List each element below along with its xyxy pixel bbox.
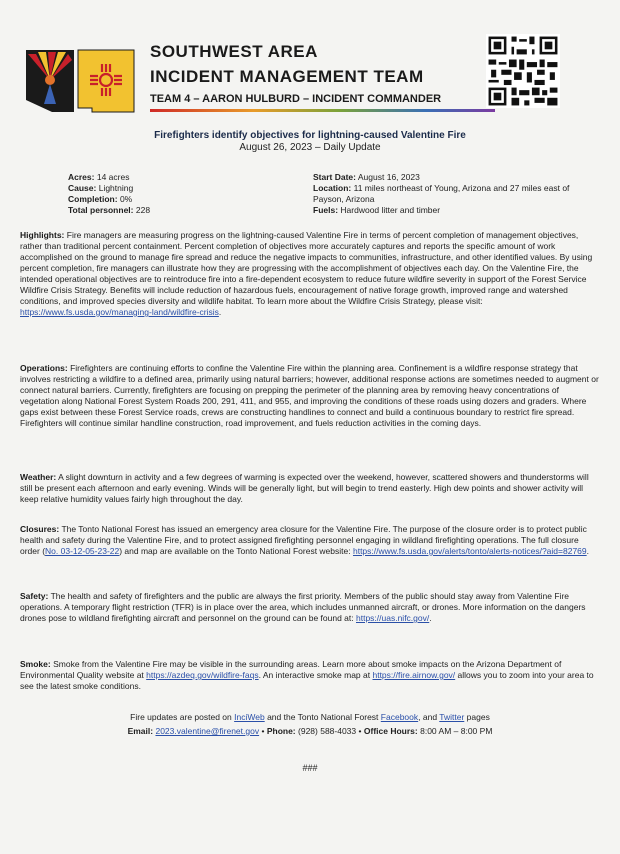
weather-text: A slight downturn in activity and a few degrees of warming is expected over the weekend, however, scattered showers and thunderstorms will still be present each afternoon and early evening. Winds will be generally light, but will begin to trend easterly. High dew points and shower activity will keep relative humidity values fairly high throughout the day.	[20, 472, 589, 504]
azdeq-link[interactable]: https://azdeq.gov/wildfire-faqs	[146, 670, 259, 680]
footer-updates-line	[0, 712, 620, 723]
location-value: 11 miles northeast of Young, Arizona and 27 miles east of Payson, Arizona	[313, 183, 570, 204]
office-hours-value: 8:00 AM – 8:00 PM	[420, 726, 493, 736]
cause-row	[68, 183, 268, 194]
org-name-line-1: SOUTHWEST AREA	[150, 42, 318, 61]
phone-value: (928) 588-4033	[298, 726, 357, 736]
highlights-section	[20, 230, 600, 318]
closures-mid: ) and map are available on the Tonto National Forest website:	[119, 546, 351, 556]
footer-mid: and the Tonto National Forest	[267, 712, 379, 722]
highlights-label: Highlights:	[20, 230, 65, 240]
fuels-value: Hardwood litter and timber	[340, 205, 441, 215]
smoke-text: Smoke from the Valentine Fire may be visible in the surrounding areas. Learn more about smoke impacts on the Arizona Department of Environmental Quality website at	[20, 659, 562, 680]
header-color-rule	[150, 109, 495, 112]
safety-section	[20, 591, 600, 624]
fuels-label: Fuels:	[313, 205, 339, 215]
arizona-new-mexico-logo	[22, 42, 140, 118]
cause-label: Cause:	[68, 183, 97, 193]
uas-nifc-link[interactable]: https://uas.nifc.gov/	[356, 613, 430, 623]
completion-label: Completion:	[68, 194, 118, 204]
fire-facts-right	[313, 172, 573, 216]
acres-label: Acres:	[68, 172, 95, 182]
smoke-label: Smoke:	[20, 659, 51, 669]
bullet-1: •	[261, 726, 265, 736]
closures-tail: .	[586, 546, 590, 556]
operations-label: Operations:	[20, 363, 68, 373]
weather-section	[20, 472, 600, 505]
wildfire-crisis-link[interactable]: https://www.fs.usda.gov/managing-land/wildfire-crisis	[20, 307, 219, 317]
start-date-label: Start Date:	[313, 172, 356, 182]
footer-and: , and	[418, 712, 438, 722]
document-title: Firefighters identify objectives for lightning-caused Valentine Fire	[154, 130, 466, 141]
location-label: Location:	[313, 183, 352, 193]
acres-row	[68, 172, 268, 183]
smoke-tail: allows you to zoom into your area to see the latest smoke conditions.	[20, 670, 594, 691]
document-subtitle: August 26, 2023 – Daily Update	[239, 142, 381, 153]
weather-label: Weather:	[20, 472, 57, 482]
personnel-row	[68, 205, 268, 216]
footer-pre: Fire updates are posted on	[130, 712, 232, 722]
email-link[interactable]: 2023.valentine@firenet.gov	[155, 726, 260, 736]
operations-section	[20, 363, 600, 429]
org-name-line-2: INCIDENT MANAGEMENT TEAM	[150, 67, 424, 86]
location-row	[313, 183, 573, 205]
safety-tail: .	[429, 613, 432, 623]
bullet-2: •	[358, 726, 362, 736]
closure-order-link[interactable]: No. 03-12-05-23-22	[45, 546, 120, 556]
highlights-tail: .	[218, 307, 222, 317]
airnow-link[interactable]: https://fire.airnow.gov/	[372, 670, 456, 680]
qr-code[interactable]	[486, 34, 560, 108]
office-hours-label: Office Hours:	[363, 726, 418, 736]
inciweb-link[interactable]: InciWeb	[234, 712, 265, 722]
end-marker: ###	[302, 763, 318, 773]
personnel-value: 228	[135, 205, 151, 215]
completion-row	[68, 194, 268, 205]
phone-label: Phone:	[266, 726, 296, 736]
acres-value: 14 acres	[96, 172, 130, 182]
twitter-link[interactable]: Twitter	[439, 712, 465, 722]
cause-value: Lightning	[98, 183, 134, 193]
closures-label: Closures:	[20, 524, 60, 534]
start-date-value: August 16, 2023	[357, 172, 420, 182]
smoke-mid: . An interactive smoke map at	[258, 670, 371, 680]
completion-value: 0%	[119, 194, 133, 204]
closures-section	[20, 524, 600, 557]
fuels-row	[313, 205, 573, 216]
operations-text: Firefighters are continuing efforts to confine the Valentine Fire within the planning area. Confinement is a wildfire response strategy that involves restricting a wildfire to a defined area, primarily using natural barriers; however, additional response actions are sometimes needed to augment or connect natural barriers. Currently, firefighters are focusing on prepping the perimeter of the planning area by removing heavy concentrations of vegetation along National Forest System Roads 200, 291, 411, and 955, and improving the conditions of these roads using dozers and graders. Where gaps exist between these Forest Service roads, crews are constructing handlines to connect and build a continuous boundary to restrict fire spread. Firefighters will continue similar handline construction, road improvement, and fuels reduction activities in the coming days.	[20, 363, 599, 428]
header	[22, 30, 592, 120]
footer-contact-line	[0, 726, 620, 737]
tonto-alerts-link[interactable]: https://www.fs.usda.gov/alerts/tonto/alerts-notices/?aid=82769	[352, 546, 587, 556]
start-date-row	[313, 172, 573, 183]
safety-label: Safety:	[20, 591, 49, 601]
smoke-section	[20, 659, 600, 692]
facebook-link[interactable]: Facebook	[380, 712, 419, 722]
highlights-text: Fire managers are measuring progress on the lightning-caused Valentine Fire in terms of percent completion of management objectives, rather than traditional percent containment. Percent completion of objectives more accurately captures and reports the specific amount of work accomplished on the ground to manage fire spread and reduce the negative impacts to communities, infrastructure, and other identified values. By using percent completion, fire managers can illustrate how they are progressing with the accomplishment of objectives each day. On the Valentine Fire, the intended operational objectives are to reintroduce fire into a fire-dependent ecosystem to reduce future wildfire severity in support of the Forest Service Wildfire Crisis Strategy. Benefits will include reduction of hazardous fuels, encouragement of native forage growth, improved range and watershed conditions, and improved species diversity and wildlife habitat. To learn more about the Wildfire Crisis Strategy, please visit:	[20, 230, 593, 306]
safety-text: The health and safety of firefighters and the public are always the first priority. Members of the public should stay away from Valentine Fire operations. A temporary flight restriction (TFR) is in place over the area, which includes unmanned aircraft, or drones. More information on the dangers drones pose to wildland firefighting aircraft and personnel on the ground can be found at:	[20, 591, 586, 623]
email-label: Email:	[127, 726, 154, 736]
fire-facts-left	[68, 172, 268, 216]
closures-text: The Tonto National Forest has issued an emergency area closure for the Valentine Fire. The purpose of the closure order is to protect public health and safety during the Valentine Fire, and to protect assigned firefighting personnel engaging in wildland firefighting operations. The full closure order (	[20, 524, 587, 556]
team-commander-line: TEAM 4 – AARON HULBURD – INCIDENT COMMANDER	[150, 93, 442, 105]
personnel-label: Total personnel:	[68, 205, 134, 215]
footer-post: pages	[466, 712, 490, 722]
